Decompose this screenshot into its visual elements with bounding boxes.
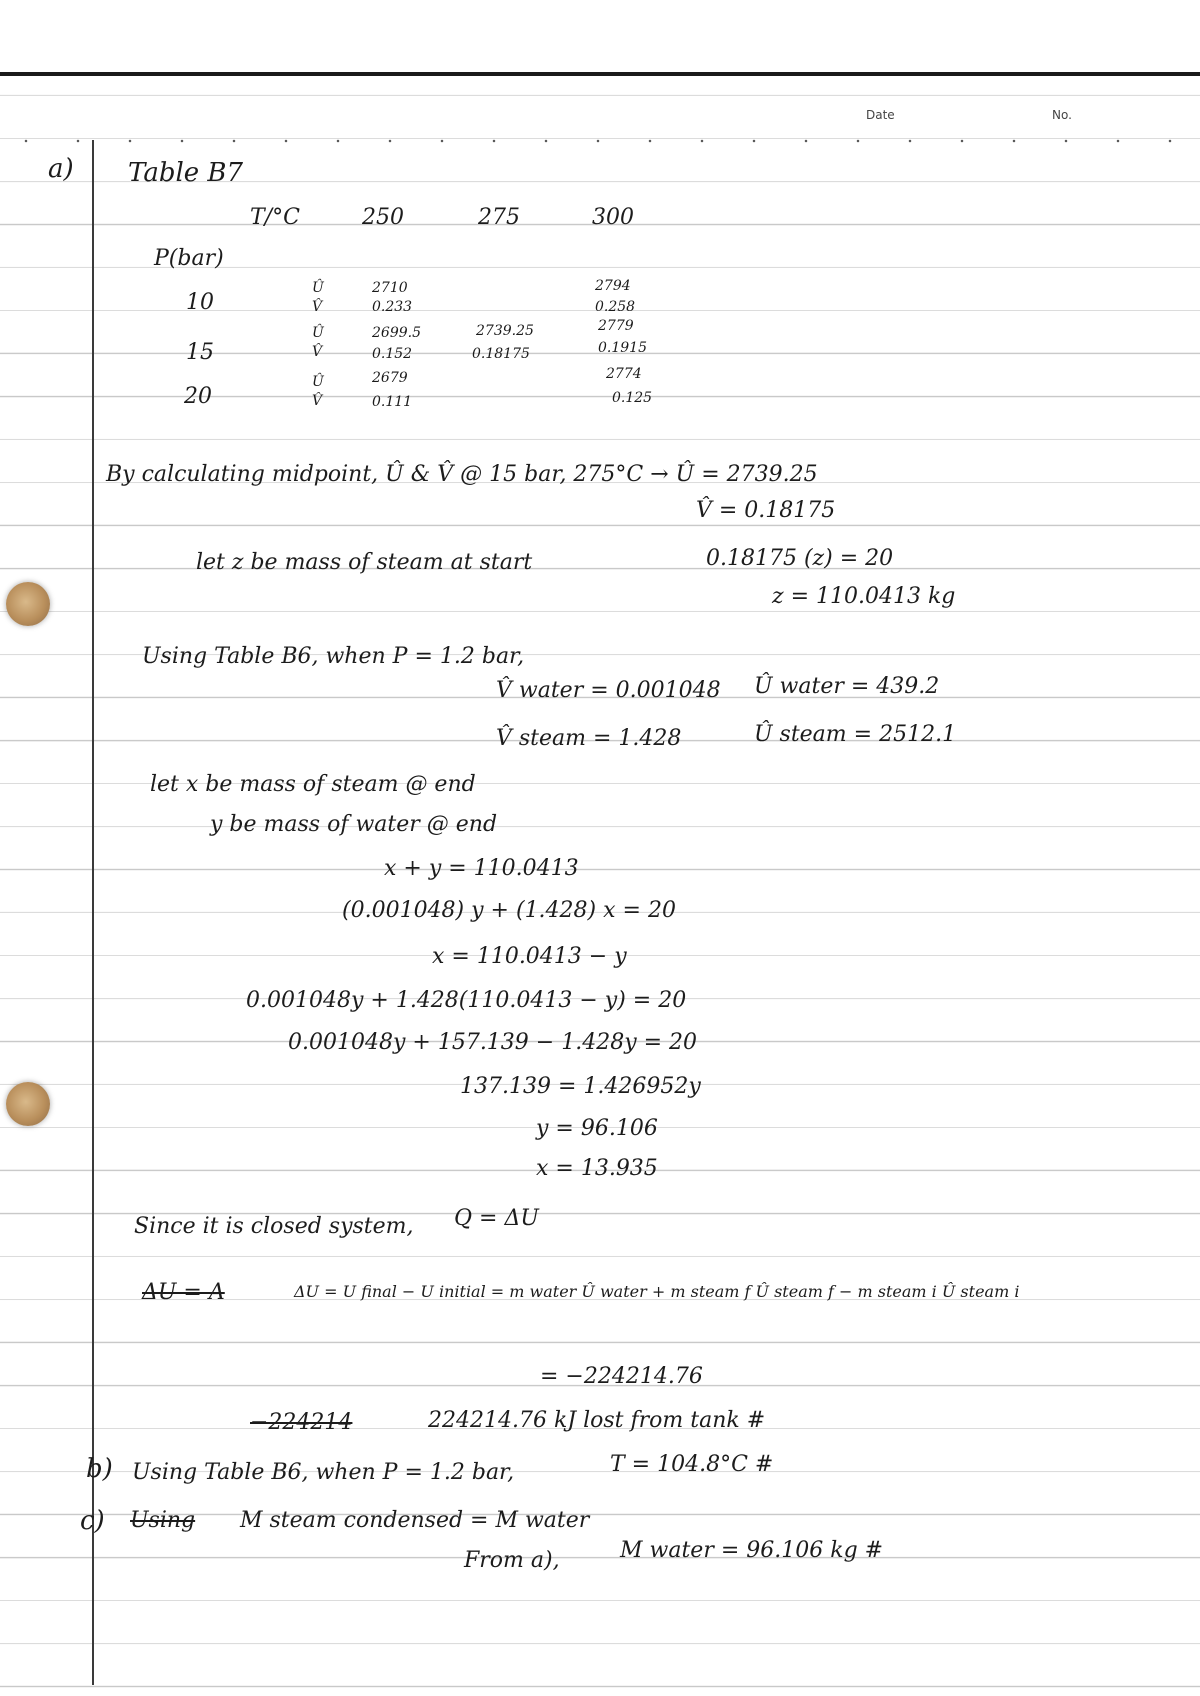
table-cell: 2774 xyxy=(606,366,642,382)
p-axis-label: P(bar) xyxy=(154,246,224,271)
table-cell: 0.152 xyxy=(372,346,413,362)
u-water-value: Û water = 439.2 xyxy=(754,674,940,699)
page-top-rule xyxy=(0,72,1200,76)
midpoint-line: By calculating midpoint, Û & V̂ @ 15 bar, 275°C → Û = 2739.25 xyxy=(106,462,818,487)
v-steam-value: V̂ steam = 1.428 xyxy=(496,726,682,751)
binder-hole-icon xyxy=(6,1082,50,1126)
table-cell: 2779 xyxy=(598,318,634,334)
equation-line: 0.001048y + 157.139 − 1.428y = 20 xyxy=(288,1030,698,1055)
table-cell: 0.18175 xyxy=(472,346,530,362)
table-cell: 2679 xyxy=(372,370,408,386)
part-c-label: c) xyxy=(80,1506,105,1536)
v-hat-symbol: V̂ xyxy=(312,344,323,360)
part-c-result: M water = 96.106 kg # xyxy=(620,1538,884,1563)
equation-line: x = 110.0413 − y xyxy=(432,944,627,969)
struck-out-text: Using xyxy=(130,1508,196,1533)
binder-hole-icon xyxy=(6,582,50,626)
u-steam-value: Û steam = 2512.1 xyxy=(754,722,957,747)
z-equation: 0.18175 (z) = 20 xyxy=(706,546,894,571)
v-water-value: V̂ water = 0.001048 xyxy=(496,678,721,703)
table-cell: 0.233 xyxy=(372,299,413,315)
delta-u-equation: ΔU = U final − U initial = m water Û water + m steam f Û steam f − m steam i Û steam i xyxy=(294,1282,1020,1301)
using-table-b6: Using Table B6, when P = 1.2 bar, xyxy=(142,644,525,669)
table-cell: 2739.25 xyxy=(476,323,534,339)
u-hat-symbol: Û xyxy=(312,374,324,390)
table-title: Table B7 xyxy=(128,158,244,188)
part-c-text: M steam condensed = M water xyxy=(240,1508,590,1533)
table-cell: 0.258 xyxy=(595,299,636,315)
table-cell: 2699.5 xyxy=(372,325,421,341)
equation-line: 0.001048y + 1.428(110.0413 − y) = 20 xyxy=(246,988,687,1013)
closed-system-text: Since it is closed system, xyxy=(134,1214,414,1239)
u-hat-symbol: Û xyxy=(312,280,324,296)
table-cell: 0.125 xyxy=(612,390,653,406)
no-label: No. xyxy=(1052,108,1072,122)
equation-line: y = 96.106 xyxy=(536,1116,658,1141)
z-result: z = 110.0413 kg xyxy=(772,584,956,609)
pressure-row-label: 15 xyxy=(186,340,214,365)
struck-out-text: ΔU = A xyxy=(142,1280,225,1305)
part-b-result: T = 104.8°C # xyxy=(610,1452,774,1477)
temp-header: 275 xyxy=(478,205,520,230)
page-top-margin xyxy=(0,0,1200,72)
table-cell: 2794 xyxy=(595,278,631,294)
q-equals-du: Q = ΔU xyxy=(454,1206,539,1231)
v-hat-symbol: V̂ xyxy=(312,393,323,409)
from-a-text: From a), xyxy=(464,1548,560,1573)
energy-lost-result: 224214.76 kJ lost from tank # xyxy=(428,1408,766,1433)
part-b-label: b) xyxy=(86,1454,113,1484)
let-x-text: let x be mass of steam @ end xyxy=(150,772,476,797)
date-label: Date xyxy=(866,108,895,122)
part-b-text: Using Table B6, when P = 1.2 bar, xyxy=(132,1460,515,1485)
pressure-row-label: 10 xyxy=(186,290,214,315)
u-hat-symbol: Û xyxy=(312,325,324,341)
delta-u-value: = −224214.76 xyxy=(540,1364,703,1389)
pressure-row-label: 20 xyxy=(184,384,212,409)
v-hat-symbol: V̂ xyxy=(312,299,323,315)
equation-line: 137.139 = 1.426952y xyxy=(460,1074,701,1099)
equation-line: (0.001048) y + (1.428) x = 20 xyxy=(342,898,676,923)
table-cell: 0.111 xyxy=(372,394,413,410)
table-cell: 0.1915 xyxy=(598,340,647,356)
t-axis-label: T/°C xyxy=(250,205,300,230)
table-cell: 2710 xyxy=(372,280,408,296)
temp-header: 300 xyxy=(592,205,634,230)
let-y-text: y be mass of water @ end xyxy=(210,812,498,837)
equation-line: x + y = 110.0413 xyxy=(384,856,579,881)
equation-line: x = 13.935 xyxy=(536,1156,658,1181)
v-hat-value: V̂ = 0.18175 xyxy=(696,498,836,523)
dotted-guide-line xyxy=(0,138,1200,144)
temp-header: 250 xyxy=(362,205,404,230)
struck-out-text: −224214 xyxy=(250,1410,353,1435)
part-a-label: a) xyxy=(48,154,74,184)
let-z-text: let z be mass of steam at start xyxy=(196,550,533,575)
